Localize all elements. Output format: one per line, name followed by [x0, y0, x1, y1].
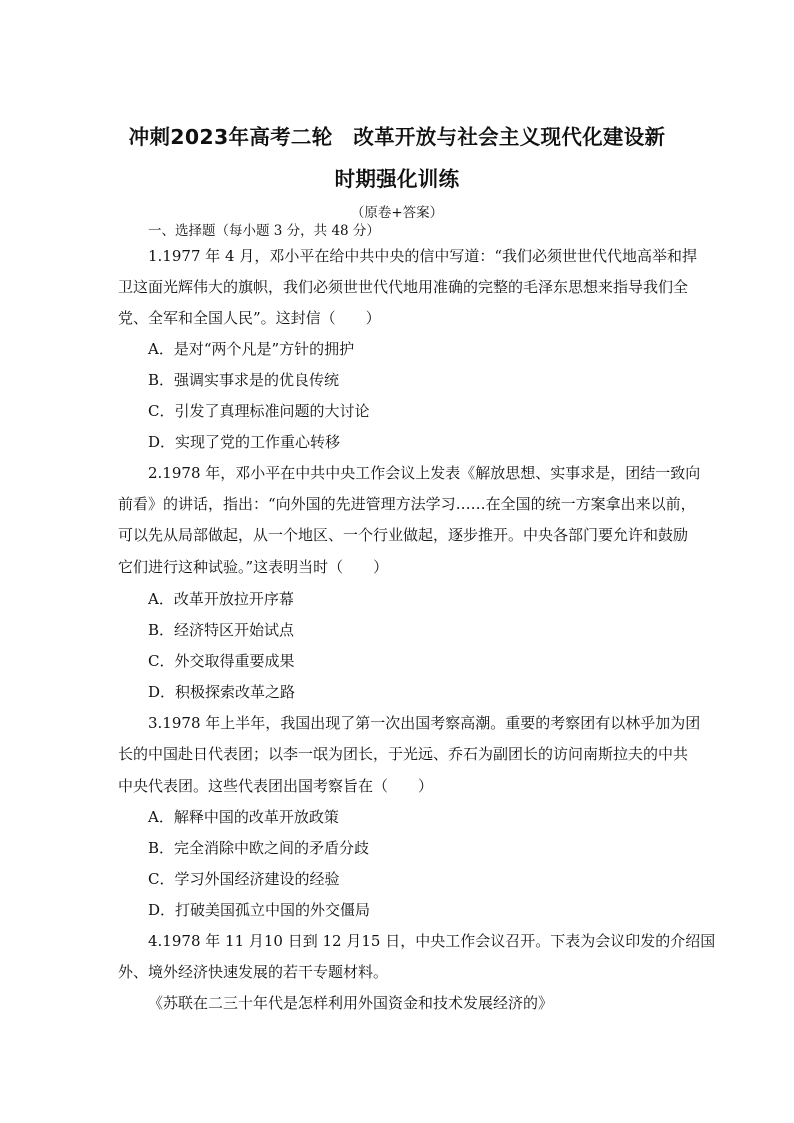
question-3-option-c: C．学习外国经济建设的经验 — [148, 870, 340, 888]
question-4-material-title: 《苏联在二三十年代是怎样利用外国资金和技术发展经济的》 — [148, 994, 554, 1012]
question-1-option-a: A．是对“两个凡是”方针的拥护 — [148, 340, 355, 358]
question-1-option-b: B．强调实事求是的优良传统 — [148, 371, 340, 389]
question-1-line-3: 党、全军和全国人民”。这封信（ ） — [118, 309, 381, 327]
question-3-line-1: 3.1978 年上半年，我国出现了第一次出国考察高潮。重要的考察团有以林乎加为团 — [148, 714, 701, 732]
section-heading: 一、选择题（每小题 3 分，共 48 分） — [148, 223, 380, 239]
document-subtitle: （原卷+答案） — [350, 205, 444, 221]
question-1-line-2: 卫这面光辉伟大的旗帜，我们必须世世代代地用准确的完整的毛泽东思想来指导我们全 — [118, 278, 689, 296]
question-4-line-2: 外、境外经济快速发展的若干专题材料。 — [118, 963, 389, 981]
question-4-line-1: 4.1978 年 11 月10 日到 12 月15 日，中央工作会议召开。下表为会议印发的介绍国 — [148, 932, 716, 950]
question-2-line-1: 2.1978 年，邓小平在中共中央工作会议上发表《解放思想、实事求是，团结一致向 — [148, 464, 701, 482]
question-1-option-c: C．引发了真理标准问题的大讨论 — [148, 402, 370, 420]
document-title-line-2: 时期强化训练 — [334, 167, 460, 191]
question-1-line-1: 1.1977 年 4 月，邓小平在给中共中央的信中写道：“我们必须世世代代地高举和捍 — [148, 247, 698, 265]
question-3-line-2: 长的中国赴日代表团；以李一氓为团长，于光远、乔石为副团长的访问南斯拉夫的中共 — [118, 745, 689, 763]
question-1-option-d: D．实现了党的工作重心转移 — [148, 433, 341, 451]
question-2-line-2: 前看》的讲话，指出：“向外国的先进管理方法学习……在全国的统一方案拿出来以前， — [118, 495, 696, 513]
question-3-option-a: A．解释中国的改革开放政策 — [148, 808, 339, 826]
question-2-option-c: C．外交取得重要成果 — [148, 652, 295, 670]
question-3-option-b: B．完全消除中欧之间的矛盾分歧 — [148, 839, 370, 857]
question-3-line-3: 中央代表团。这些代表团出国考察旨在（ ） — [118, 777, 434, 795]
question-2-line-4: 它们进行这种试验。”这表明当时（ ） — [118, 558, 389, 576]
question-2-option-b: B．经济特区开始试点 — [148, 621, 295, 639]
question-2-option-a: A．改革开放拉开序幕 — [148, 590, 294, 608]
question-3-option-d: D．打破美国孤立中国的外交僵局 — [148, 901, 371, 919]
question-2-line-3: 可以先从局部做起，从一个地区、一个行业做起，逐步推开。中央各部门要允许和鼓励 — [118, 526, 689, 544]
document-title-line-1: 冲刺2023年高考二轮 改革开放与社会主义现代化建设新 — [128, 125, 666, 149]
question-2-option-d: D．积极探索改革之路 — [148, 683, 296, 701]
